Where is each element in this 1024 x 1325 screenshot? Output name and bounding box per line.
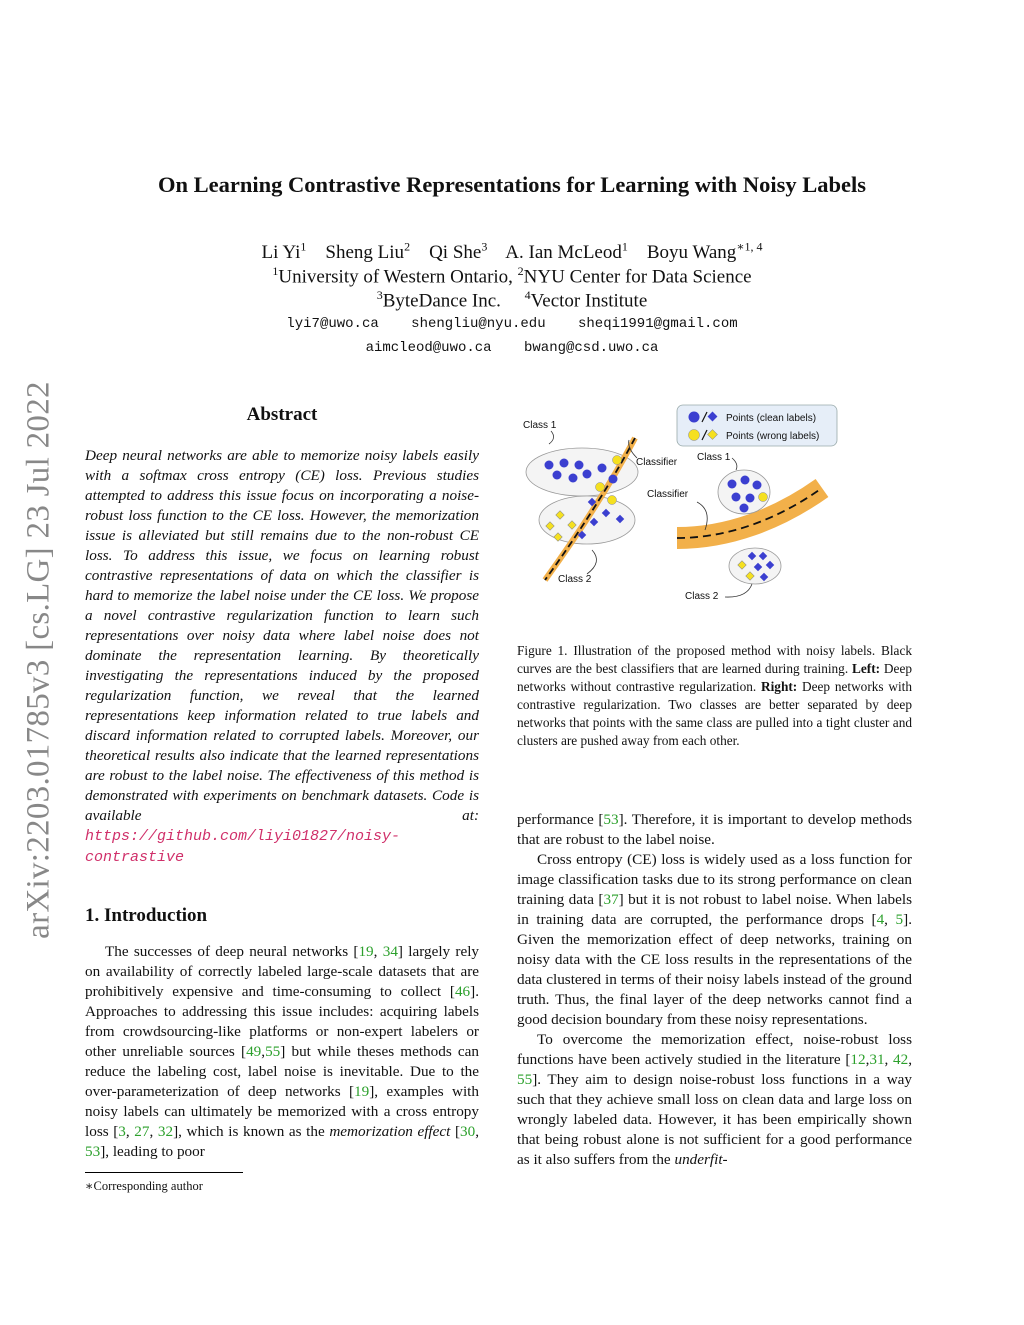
citation[interactable]: 27 — [134, 1123, 150, 1140]
citation[interactable]: 12 — [850, 1051, 866, 1068]
email: bwang@csd.uwo.ca — [524, 340, 659, 356]
arxiv-sidebar — [14, 360, 64, 960]
arxiv-id: arXiv:2203.01785v3 [cs.LG] 23 Jul 2022 — [20, 381, 57, 939]
citation[interactable]: 49 — [246, 1043, 262, 1060]
citation[interactable]: 55 — [517, 1071, 533, 1088]
citation[interactable]: 31 — [869, 1051, 885, 1068]
citation[interactable]: 42 — [893, 1051, 909, 1068]
citation[interactable]: 5 — [895, 911, 904, 928]
email: shengliu@nyu.edu — [411, 316, 546, 332]
affiliation-line: $^1$University of Western Ontario, $^2$NYU Center for Data Science — [272, 264, 752, 288]
abstract-body: Deep neural networks are able to memorize noisy labels easily with a softmax cross entropy (CE) loss. Previous studies attempted to address this issue focus on incorporating a noise-robust loss function to the CE loss. However, the memorization issue is alleviated but still remains due to the non-robust CE loss. To address this issue, we focus on learning robust contrastive representations of data on which the classifier is hard to memorize the label noise under the CE loss. We propose a novel contrastive regularization function to learn such representations over noisy data where label noise does not dominate the representation learning. By theoretically investigating the representations induced by the proposed regularization function, we reveal that the learned representations keep information related to true labels and discard information related to corrupted labels. Moreover, our theoretical results also indicate that the learned representations are robust to the label noise. The effectiveness of this method is demonstrated with experiments on benchmark datasets. Code is available at: https://github.com/liyi01827/noisy-contrastive — [85, 447, 479, 866]
citation[interactable]: 4 — [876, 911, 885, 928]
citation[interactable]: 55 — [265, 1043, 281, 1060]
paper-title: On Learning Contrastive Representations for Learning with Noisy Labels — [158, 172, 866, 197]
citation[interactable]: 30 — [460, 1123, 476, 1140]
email: aimcleod@uwo.ca — [365, 340, 492, 356]
author-list — [0, 240, 1024, 264]
right-classifier-label: Classifier — [647, 489, 689, 500]
affiliation-line: $^3$ByteDance Inc. $^4$Vector Institute — [376, 288, 648, 312]
citation[interactable]: 19 — [354, 1083, 370, 1100]
left-classifier-label: Classifier — [636, 457, 678, 468]
citation[interactable]: 32 — [157, 1123, 174, 1140]
citation[interactable]: 19 — [358, 943, 374, 960]
figure-caption: Figure 1. Illustration of the proposed method with noisy labels. Black curves are the best classifiers that are learned during training. Left: Deep networks without contrastive regularization. Right: Deep networks with contrastive regularization. Two classes are better separated by deep networks that points with the same class are pulled into a tight cluster and clusters are pushed away from each other. — [517, 643, 913, 748]
legend-clean-circle — [689, 412, 700, 423]
left-class1-cluster — [526, 448, 638, 496]
citation[interactable]: 53 — [85, 1143, 101, 1160]
abstract-heading: Abstract — [246, 404, 318, 425]
author: Li Yi$^1$ — [261, 240, 307, 264]
author: Qi She$^3$ — [429, 240, 488, 264]
legend-clean-label: Points (clean labels) — [726, 413, 817, 424]
legend-wrong-label: Points (wrong labels) — [726, 431, 820, 442]
citation[interactable]: 46 — [454, 983, 471, 1000]
code-link[interactable]: https://github.com/liyi01827/noisy-contrastive — [85, 828, 401, 866]
left-class2-label: Class 2 — [558, 574, 592, 585]
author: A. Ian McLeod$^1$ — [505, 240, 628, 264]
footnote: ∗Corresponding author — [85, 1179, 203, 1193]
citation[interactable]: 34 — [382, 943, 398, 960]
author: Boyu Wang$^{∗1, 4}$ — [646, 240, 763, 264]
intro-paragraph: The successes of deep neural networks [19, 34] largely rely on availability of correctly labeled large-scale datasets that are prohibitively expensive and time-consuming to collect [46]. Approaches to addressing this issue includes: acquiring labels from crowdsourcing-like platforms or non-expert labelers or other unreliable sources [49,55] but while theses methods can reduce the labeling cost, label noise is inevitable. Due to the over-parameterization of deep networks [19], examples with noisy labels can ultimately be memorized with a cross entropy loss [3, 27, 32], which is known as the memorization effect [30, 53], leading to poor — [85, 943, 480, 1160]
legend-wrong-circle — [689, 430, 700, 441]
email-line — [0, 340, 1024, 356]
citation[interactable]: 37 — [603, 891, 619, 908]
right-class2-label: Class 2 — [685, 591, 719, 602]
email: sheqi1991@gmail.com — [578, 316, 738, 332]
email-line — [0, 316, 1024, 332]
email: lyi7@uwo.ca — [286, 316, 379, 332]
left-class1-label: Class 1 — [523, 420, 557, 431]
figure-1 — [517, 402, 842, 612]
section-heading: 1. Introduction — [85, 905, 208, 926]
right-column-body: performance [53]. Therefore, it is important to develop methods that are robust to the label noise. Cross entropy (CE) loss is widely used as a loss function for image classification tasks due to its strong performance on clean training data [37] but it is not robust to label noise. When labels in training data are corrupted, the performance drops [4, 5]. Given the memorization effect of deep networks, training on noisy data with the CE loss results in the representations of the data clustered in terms of their noisy labels instead of the ground truth. Thus, the final layer of the deep networks cannot find a good decision boundary from these noisy representations. To overcome the memorization effect, noise-robust loss functions have been actively studied in the literature [12,31, 42, 55]. They aim to design noise-robust loss functions in a way such that they achieve small loss on clean data and large loss on wrongly labeled data. However, it has been empirically shown that being robust alone is not sufficient for a good performance as it also suffers from the underfit- — [517, 811, 912, 1168]
citation[interactable]: 53 — [603, 811, 619, 828]
citation[interactable]: 3 — [118, 1123, 126, 1140]
right-class1-label: Class 1 — [697, 452, 731, 463]
author: Sheng Liu$^2$ — [325, 240, 411, 264]
footnote-rule — [85, 1172, 243, 1173]
